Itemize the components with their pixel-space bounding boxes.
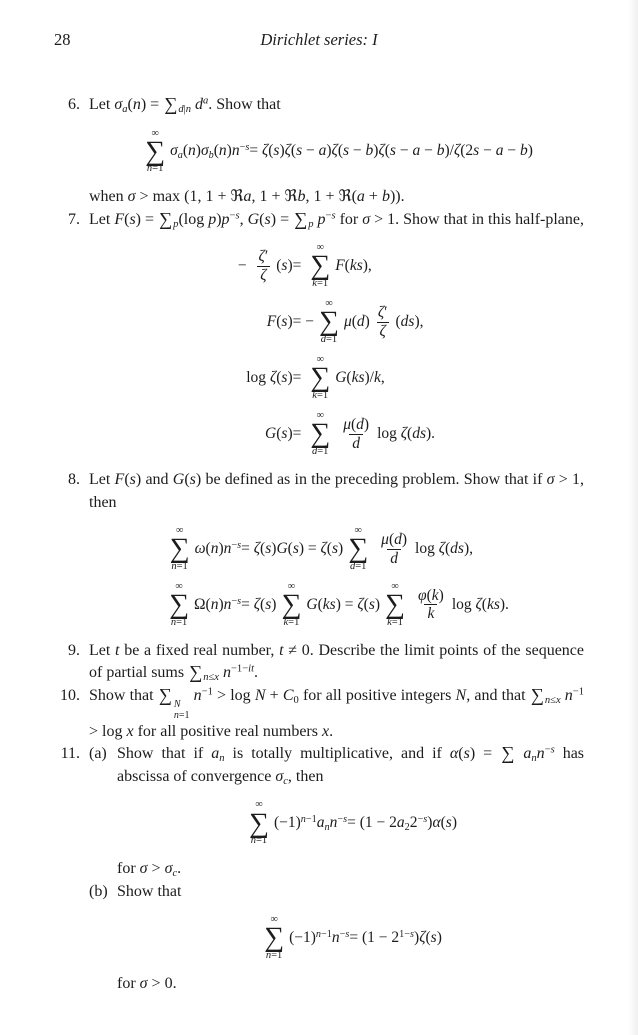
equation-lhs [265, 425, 293, 443]
problem-number: 10. [60, 686, 80, 704]
math-text: = [292, 425, 306, 443]
equation-lhs [238, 248, 293, 285]
math-text: (s) [276, 257, 293, 275]
sigma-glyph: ∑ [310, 250, 331, 282]
sum-lower-limit: k=1 [283, 616, 300, 628]
display-equation-group [117, 799, 584, 847]
inline-sum-operator: ∑ [294, 208, 308, 229]
inline-sum-operator: ∑ [501, 743, 515, 764]
inline-sum-operator: ∑ [189, 662, 203, 683]
sum-upper-limit: ∞ [354, 525, 362, 537]
problem-item [54, 640, 584, 685]
sum-lower-limit: d=1 [349, 560, 367, 572]
math-text: G(ks) = ζ(s) [306, 595, 381, 613]
equation-rhs [293, 410, 435, 458]
sigma-glyph: ∑ [249, 807, 269, 839]
fraction [256, 248, 272, 285]
problem-item [54, 743, 584, 995]
big-sum-operator [385, 581, 405, 629]
math-text: F(ks), [335, 257, 372, 275]
sum-upper-limit: ∞ [316, 410, 324, 422]
problem-number: 11. [60, 745, 80, 763]
equation-rhs [293, 354, 385, 402]
big-sum-operator [310, 242, 330, 290]
fraction-numerator: φ(k) [418, 586, 444, 604]
subproblem-label: (a) [89, 745, 107, 763]
sum-lower-limit: k=1 [312, 390, 329, 402]
problem-text: Show that if $a_n$ is totally multiplicative, and if α(s) = ∑ $a_nn^{-s}$ has abscissa of convergence $\sigma_c$, then [117, 743, 585, 788]
problem-body [89, 640, 584, 685]
sum-lower-limit: n=1 [170, 616, 188, 628]
display-equation-group [89, 242, 584, 458]
problem-text: Let $F(s) = \sum_p(\log$ $p)p^{-s}$, $G(s) = \sum_p$ $p^{-s}$ for σ > 1. Show that in this half-plane, [89, 208, 584, 231]
problem-body [89, 469, 584, 640]
math-text: G(s) [265, 425, 293, 443]
math-text: $(-1)^{n-1}a_nn^{-s}$ [273, 814, 348, 834]
subproblem-body [117, 743, 584, 880]
inline-sum-operator: ∑ [164, 94, 178, 114]
fraction-numerator: ζ′ [377, 303, 388, 321]
fraction-denominator: k [424, 604, 437, 623]
equation-lhs [259, 914, 349, 962]
problem-body [89, 209, 584, 469]
fraction [340, 416, 372, 453]
math-text: G(ks)/k, [335, 369, 385, 387]
problem-number: 8. [68, 471, 80, 489]
math-text: $(-1)^{n-1}n^{-s}$ [289, 929, 350, 947]
problem-body [89, 94, 584, 209]
sigma-glyph: ∑ [169, 533, 190, 565]
inline-sum-operator: ∑ [159, 208, 173, 229]
display-equation-group [117, 914, 584, 962]
sigma-glyph: ∑ [385, 589, 405, 621]
sum-lower-limit: d=1 [320, 334, 338, 346]
sum-lower-limit: n=1 [250, 835, 268, 847]
inline-sum-operator: ∑ [530, 684, 544, 705]
sum-upper-limit: ∞ [316, 354, 324, 366]
sum-lower-limit: n=1 [146, 163, 164, 175]
big-sum-operator [310, 354, 330, 402]
big-sum-operator [348, 525, 368, 573]
math-text: log ζ(ds). [377, 425, 436, 443]
math-text: log ζ(ks). [451, 595, 509, 613]
sigma-glyph: ∑ [264, 922, 285, 954]
sum-upper-limit: ∞ [255, 799, 263, 811]
problem-text: Show that [117, 882, 182, 900]
big-sum-operator [281, 581, 301, 629]
sigma-glyph: ∑ [145, 135, 166, 167]
equation-rhs [347, 814, 457, 832]
equation-lhs [267, 313, 293, 331]
math-text: $\omega(n)n^{-s}$ [194, 539, 242, 558]
equation-rhs [349, 929, 441, 947]
sum-upper-limit: ∞ [270, 914, 278, 926]
subproblem-item [89, 881, 584, 996]
fraction [415, 587, 447, 624]
subproblem-item [89, 743, 584, 880]
fraction [375, 304, 391, 341]
math-text: = [292, 369, 306, 387]
equation-lhs [244, 799, 347, 847]
sum-upper-limit: ∞ [316, 242, 324, 254]
math-text: = − [292, 313, 314, 331]
math-text: = ζ(s)ζ(s − a)ζ(s − b)ζ(s − a − b)/ζ(2s − a − b) [249, 142, 533, 160]
subproblem-body [117, 881, 584, 996]
math-text: $\Omega(n)n^{-s}$ [194, 595, 242, 613]
sum-lower-limit: k=1 [387, 616, 403, 628]
math-text: (ds), [395, 313, 424, 331]
sum-lower-limit: n=1 [265, 950, 283, 962]
equation-rhs [249, 142, 533, 160]
math-text: log ζ(ds), [415, 540, 474, 558]
problem-text: for σ > 0. [117, 975, 177, 993]
page-header [54, 30, 584, 54]
problem-body [89, 743, 584, 995]
big-sum-operator [310, 410, 330, 458]
sum-limits: N n=1 [173, 698, 190, 721]
math-text: = $(1 - 2^{1-s})\zeta(s)$ [349, 929, 442, 947]
equation-lhs [164, 581, 241, 629]
fraction-numerator: ζ′ [258, 248, 269, 266]
problem-text: when σ > max (1, 1 + ℜa, 1 + ℜb, 1 + ℜ(a + b)). [89, 188, 405, 206]
problem-text: Let t be a fixed real number, t ≠ 0. Describe the limit points of the sequence of partial sums $\sum_{n\le x}$ $n^{-1-it}$. [89, 641, 585, 684]
equation-rhs [241, 525, 473, 573]
subproblem-label: (b) [89, 882, 108, 900]
problem-body [89, 685, 584, 744]
math-text: μ(d) [343, 313, 370, 331]
sum-lower-limit: k=1 [312, 278, 329, 290]
fraction-numerator: μ(d) [343, 415, 370, 433]
sigma-glyph: ∑ [310, 418, 331, 450]
sigma-glyph: ∑ [318, 306, 339, 338]
display-equation-group [89, 128, 584, 176]
fraction-denominator: d [387, 549, 401, 568]
math-text: = [292, 257, 306, 275]
inline-sum-operator: ∑ [158, 684, 172, 705]
math-text: F(s) [266, 313, 293, 331]
problem-item [54, 94, 584, 209]
problem-text: Let $\sigma_a(n) = \sum_{d|n}$ $d^a$. Show that [89, 94, 281, 116]
equation-lhs [246, 369, 292, 387]
display-equation-group [89, 525, 584, 629]
equation-lhs [140, 128, 249, 176]
problem-number: 9. [68, 641, 80, 659]
fraction-denominator: ζ [257, 266, 269, 285]
page-number: 28 [54, 30, 71, 49]
problem-item [54, 209, 584, 469]
math-text: = ζ(s)G(s) = ζ(s) [241, 540, 344, 558]
fraction-numerator: μ(d) [381, 530, 408, 548]
fraction-denominator: d [349, 434, 363, 453]
problem-text: for $\sigma > \sigma_c$. [117, 860, 182, 880]
problem-number: 7. [68, 210, 80, 228]
equation-lhs [165, 525, 242, 573]
problem-text: Show that ∑ N n=1 $n^{-1} > \log N + C_0$ for all positive integers N, and that $\sum_{n\le x}$ $n^{-1} > \log x$ for all positive real numbers x. [89, 684, 585, 740]
problem-text: Let F(s) and G(s) be defined as in the preceding problem. Show that if σ > 1, then [89, 471, 584, 511]
sum-upper-limit: ∞ [175, 525, 184, 537]
sum-lower-limit: n=1 [171, 560, 188, 572]
sigma-glyph: ∑ [281, 589, 302, 621]
problem-item [54, 469, 584, 640]
big-sum-operator [319, 298, 339, 346]
math-text: = ζ(s) [241, 595, 277, 613]
equation-rhs [241, 581, 509, 629]
fraction-denominator: ζ [377, 322, 389, 341]
sigma-glyph: ∑ [169, 589, 190, 621]
math-text: log ζ(s) [246, 369, 293, 387]
big-sum-operator [145, 128, 165, 176]
problem-item [54, 685, 584, 744]
sigma-glyph: ∑ [348, 533, 369, 565]
sum-upper-limit: ∞ [287, 581, 296, 593]
sum-upper-limit: ∞ [325, 298, 333, 310]
sum-upper-limit: ∞ [391, 581, 399, 593]
big-sum-operator [169, 581, 189, 629]
page-edge-shading [628, 0, 638, 1035]
math-text: = $(1 - 2a_22^{-s})\alpha(s)$ [347, 814, 457, 834]
sigma-glyph: ∑ [310, 362, 331, 394]
problem-number: 6. [68, 96, 80, 113]
sum-upper-limit: ∞ [151, 127, 159, 139]
equation-rhs [293, 242, 372, 290]
math-text: $\sigma_a(n)\sigma_b(n)n^{-s}$ [170, 142, 250, 162]
math-text: − [237, 257, 251, 275]
running-title: Dirichlet series: I [260, 30, 378, 49]
problem-list [54, 94, 584, 996]
fraction [378, 531, 410, 568]
sum-upper-limit: ∞ [175, 581, 183, 593]
big-sum-operator [249, 799, 269, 847]
sum-lower-limit: d=1 [312, 446, 329, 458]
equation-rhs [293, 298, 424, 346]
big-sum-operator [170, 525, 190, 573]
big-sum-operator [264, 914, 284, 962]
